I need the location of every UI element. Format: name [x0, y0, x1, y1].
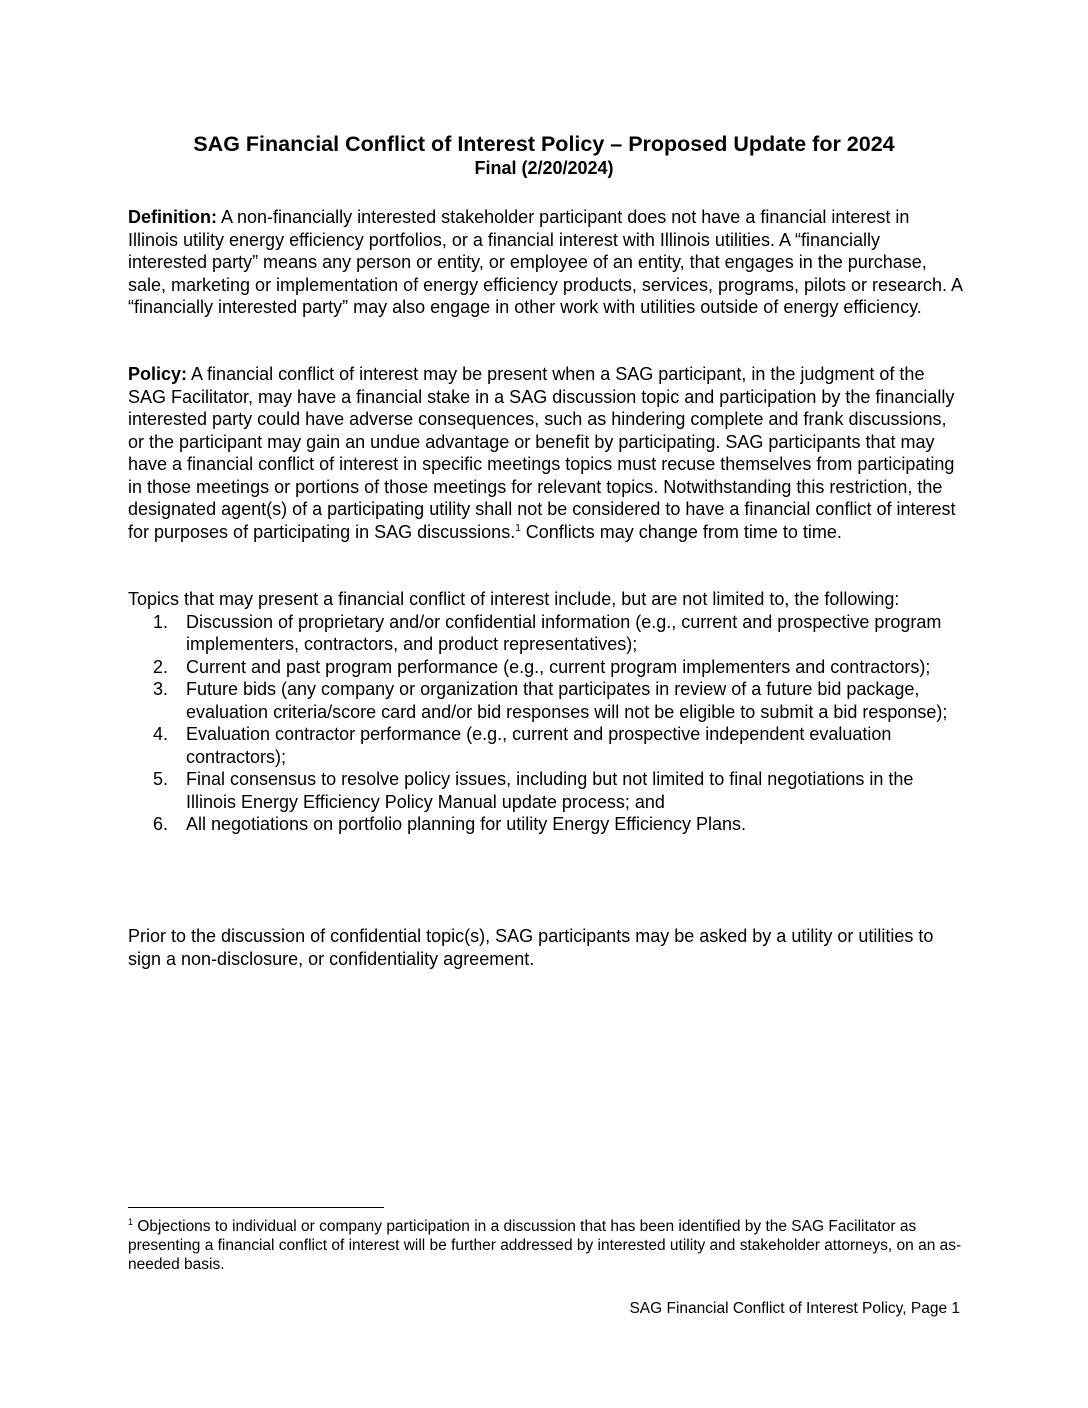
- document-subtitle: Final (2/20/2024): [474, 158, 614, 178]
- list-item: [128, 611, 964, 656]
- list-item-number: 4.: [153, 724, 169, 744]
- list-item-text: Evaluation contractor performance (e.g., current and prospective independent evaluation contractors);: [186, 724, 892, 767]
- title-block: [128, 131, 960, 180]
- list-item-text: Current and past program performance (e.g., current program implementers and contractors);: [186, 656, 931, 677]
- topics-section: [128, 588, 964, 836]
- policy-text-after: Conflicts may change from time to time.: [520, 521, 842, 542]
- definition-paragraph: [128, 206, 964, 319]
- list-item-text: Discussion of proprietary and/or confidential information (e.g., current and prospective program implementers, contractors, and product representatives);: [186, 611, 942, 654]
- closing-section: [128, 925, 964, 970]
- document-title: SAG Financial Conflict of Interest Policy – Proposed Update for 2024: [193, 132, 895, 156]
- policy-section: [128, 363, 964, 543]
- footnote-reference[interactable]: 1: [515, 522, 521, 534]
- list-item: [128, 678, 964, 723]
- list-item: [128, 768, 964, 813]
- list-item-number: 1.: [153, 611, 169, 632]
- policy-label: Policy:: [128, 364, 188, 384]
- definition-label: Definition:: [128, 207, 217, 227]
- footnote-mark: 1: [128, 1216, 134, 1227]
- list-item-text: All negotiations on portfolio planning for utility Energy Efficiency Plans.: [186, 814, 746, 834]
- topics-list: [128, 611, 964, 836]
- list-item-text: Future bids (any company or organization that participates in review of a future bid package, evaluation criteria/score card and/or bid responses will not be eligible to submit a bid response);: [186, 679, 948, 722]
- list-item-number: 5.: [153, 769, 169, 789]
- list-item-number: 6.: [153, 814, 169, 834]
- footnote: [128, 1217, 964, 1274]
- topics-intro: Topics that may present a financial conflict of interest include, but are not limited to, the following:: [128, 589, 900, 609]
- list-item-number: 3.: [153, 679, 169, 699]
- list-item: [128, 813, 964, 836]
- list-item: [128, 656, 964, 679]
- footnote-divider: [128, 1207, 384, 1208]
- definition-section: [128, 206, 964, 319]
- list-item-text: Final consensus to resolve policy issues, including but not limited to final negotiations in the Illinois Energy Efficiency Policy Manual update process; and: [186, 769, 914, 812]
- policy-paragraph: [128, 363, 964, 543]
- list-item-number: 2.: [153, 656, 169, 677]
- policy-text: A financial conflict of interest may be present when a SAG participant, in the judgment of the SAG Facilitator, may have a financial stake in a SAG discussion topic and participation by the financially interested party could have adverse consequences, such as hindering complete and frank discussions, or the participant may gain an undue advantage or benefit by participating. SAG participants that may have a financial conflict of interest in specific meetings topics must recuse themselves from participating in those meetings or portions of those meetings for relevant topics. Notwithstanding this restriction, the designated agent(s) of a participating utility shall not be considered to have a financial conflict of interest for purposes of participating in SAG discussions.: [128, 364, 956, 542]
- footnote-text: Objections to individual or company participation in a discussion that has been identified by the SAG Facilitator as presenting a financial conflict of interest will be further addressed by interested utility and stakeholder attorneys, on an as-needed basis.: [128, 1218, 962, 1273]
- page-footer: SAG Financial Conflict of Interest Policy, Page 1: [629, 1300, 960, 1317]
- definition-text: A non-financially interested stakeholder participant does not have a financial interest in Illinois utility energy efficiency portfolios, or a financial interest with Illinois utilities. A “financially interested party” means any person or entity, or employee of an entity, that engages in the purchase, sale, marketing or implementation of energy efficiency products, services, programs, pilots or research. A “financially interested party” may also engage in other work with utilities outside of energy efficiency.: [128, 207, 963, 317]
- closing-paragraph: Prior to the discussion of confidential topic(s), SAG participants may be asked by a utility or utilities to sign a non-disclosure, or confidentiality agreement.: [128, 926, 934, 969]
- list-item: [128, 723, 964, 768]
